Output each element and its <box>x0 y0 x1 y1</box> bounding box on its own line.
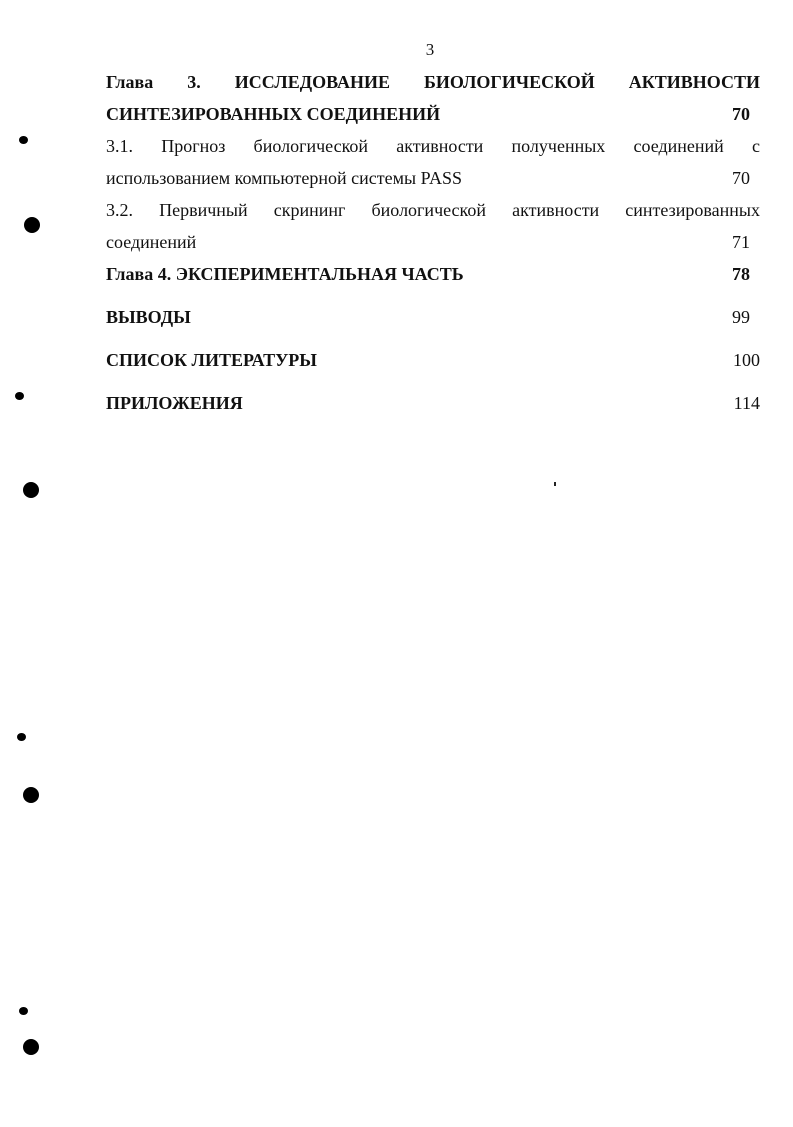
toc-page-number: 71 <box>732 232 750 252</box>
toc-entry-title: СПИСОК ЛИТЕРАТУРЫ <box>106 350 317 370</box>
punch-hole-mark <box>23 787 39 803</box>
toc-entry-chapter-4 <box>106 258 760 290</box>
toc-entry-title: ПРИЛОЖЕНИЯ <box>106 393 243 413</box>
toc-entry-title-line-2-row <box>106 162 760 194</box>
punch-hole-mark <box>17 733 26 741</box>
table-of-contents <box>106 66 760 419</box>
toc-entry-title-line-2: использованием компьютерной системы PASS <box>106 168 462 188</box>
toc-page-number: 78 <box>732 264 750 284</box>
toc-entry-title: Глава 4. ЭКСПЕРИМЕНТАЛЬНАЯ ЧАСТЬ <box>106 264 464 284</box>
punch-hole-mark <box>24 217 40 233</box>
toc-entry-title-line-1: Глава 3. ИССЛЕДОВАНИЕ БИОЛОГИЧЕСКОЙ АКТИВНОСТИ <box>106 72 760 92</box>
toc-page-number: 99 <box>732 307 750 327</box>
toc-entry-title-line-2: СИНТЕЗИРОВАННЫХ СОЕДИНЕНИЙ <box>106 104 441 124</box>
page-number: 3 <box>425 40 435 59</box>
toc-entry-title-line-2: соединений <box>106 232 197 252</box>
toc-entry-title-line-1: 3.2. Первичный скрининг биологической активности синтезированных <box>106 200 760 220</box>
toc-entry-title-line-2-row <box>106 98 760 130</box>
toc-page-number: 114 <box>733 393 760 413</box>
punch-hole-mark <box>23 482 39 498</box>
toc-entry-references <box>106 344 760 376</box>
toc-entry-title: ВЫВОДЫ <box>106 307 191 327</box>
toc-entry-section-3-2 <box>106 194 760 258</box>
toc-page-number: 100 <box>733 350 760 370</box>
toc-entry-chapter-3 <box>106 66 760 130</box>
toc-entry-section-3-1 <box>106 130 760 194</box>
toc-page-number: 70 <box>732 168 750 188</box>
punch-hole-mark <box>23 1039 39 1055</box>
toc-page-number: 70 <box>732 104 750 124</box>
toc-entry-conclusions <box>106 301 760 333</box>
scan-speck <box>554 482 556 486</box>
punch-hole-mark <box>15 392 24 400</box>
toc-entry-title-line-1: 3.1. Прогноз биологической активности полученных соединений с <box>106 136 760 156</box>
punch-hole-mark <box>19 1007 28 1015</box>
toc-entry-appendices <box>106 387 760 419</box>
toc-entry-title-line-2-row <box>106 226 760 258</box>
punch-hole-mark <box>19 136 28 144</box>
